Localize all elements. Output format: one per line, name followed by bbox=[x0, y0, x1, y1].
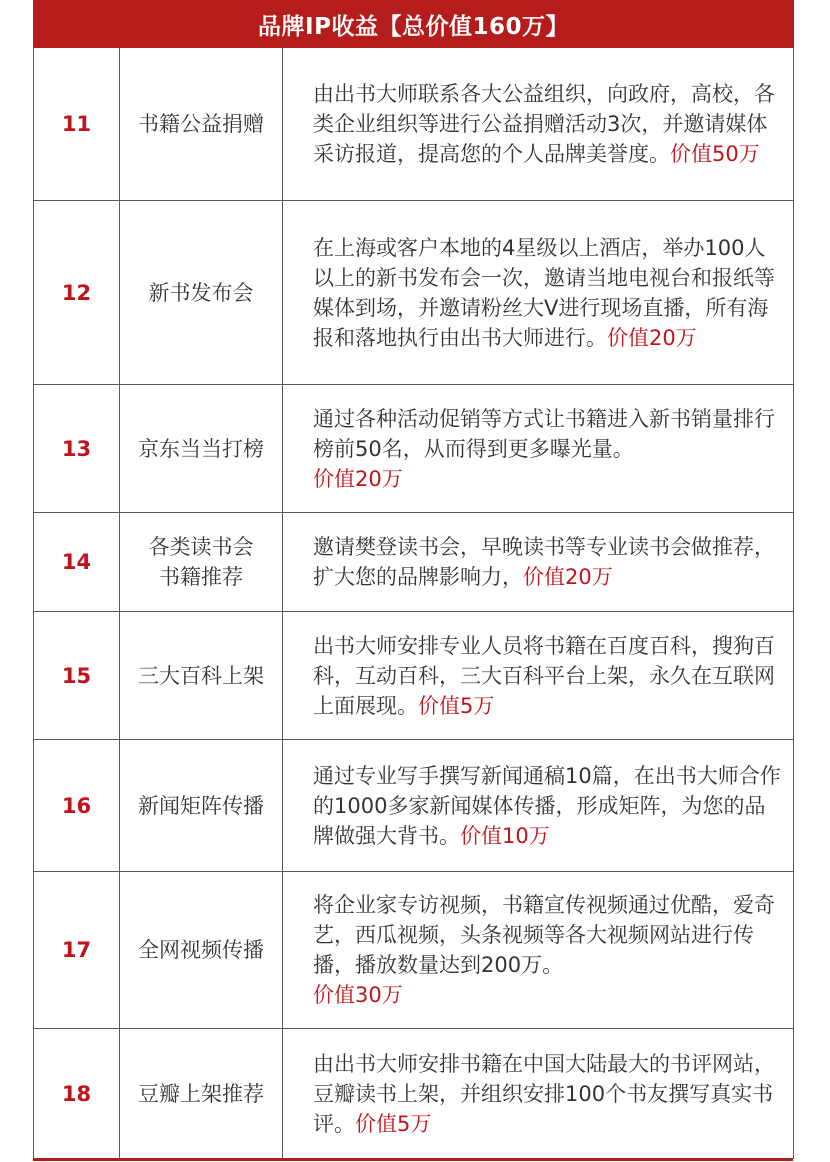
row-description bbox=[283, 48, 794, 201]
table-row bbox=[34, 201, 794, 385]
row-description bbox=[283, 385, 794, 513]
table-row bbox=[34, 385, 794, 513]
row-item-name: 新闻矩阵传播 bbox=[120, 740, 283, 872]
row-item-name: 三大百科上架 bbox=[120, 612, 283, 740]
description-text: 将企业家专访视频，书籍宣传视频通过优酷，爱奇艺，西瓜视频，头条视频等各大视频网站进行传播，播放数量达到200万。 bbox=[313, 893, 775, 977]
row-number: 18 bbox=[34, 1029, 120, 1159]
row-number: 13 bbox=[34, 385, 120, 513]
row-description bbox=[283, 872, 794, 1029]
table-row bbox=[34, 872, 794, 1029]
table-header-row bbox=[34, 1, 794, 48]
table-title: 品牌IP收益【总价值160万】 bbox=[34, 1, 794, 48]
row-number: 14 bbox=[34, 513, 120, 612]
bottom-divider bbox=[33, 1158, 793, 1161]
value-text: 价值5万 bbox=[418, 693, 495, 718]
row-item-name: 豆瓣上架推荐 bbox=[120, 1029, 283, 1159]
row-number: 16 bbox=[34, 740, 120, 872]
table-row bbox=[34, 48, 794, 201]
row-description bbox=[283, 513, 794, 612]
description-text: 通过各种活动促销等方式让书籍进入新书销量排行榜前50名，从而得到更多曝光量。 bbox=[313, 406, 775, 461]
value-text: 价值20万 bbox=[607, 325, 697, 350]
row-description bbox=[283, 740, 794, 872]
row-item-name: 各类读书会书籍推荐 bbox=[120, 513, 283, 612]
table-row bbox=[34, 612, 794, 740]
benefits-table bbox=[33, 0, 794, 1159]
row-number: 15 bbox=[34, 612, 120, 740]
row-item-name: 京东当当打榜 bbox=[120, 385, 283, 513]
row-number: 12 bbox=[34, 201, 120, 385]
value-text: 价值50万 bbox=[670, 142, 760, 166]
row-number: 17 bbox=[34, 872, 120, 1029]
table-row bbox=[34, 1029, 794, 1159]
row-item-name: 书籍公益捐赠 bbox=[120, 48, 283, 201]
description-text: 由出书大师安排书籍在中国大陆最大的书评网站，豆瓣读书上架，并组织安排100个书友撰写真实书评。 bbox=[313, 1051, 775, 1136]
value-text: 价值20万 bbox=[313, 466, 403, 491]
table-row bbox=[34, 740, 794, 872]
description-text: 邀请樊登读书会，早晚读书等专业读书会做推荐，扩大您的品牌影响力， bbox=[313, 535, 775, 589]
value-text: 价值5万 bbox=[355, 1111, 432, 1136]
row-description bbox=[283, 612, 794, 740]
value-text: 价值30万 bbox=[313, 983, 403, 1007]
row-item-name: 新书发布会 bbox=[120, 201, 283, 385]
description-text: 由出书大师联系各大公益组织，向政府，高校，各类企业组织等进行公益捐赠活动3次，并邀请媒体采访报道，提高您的个人品牌美誉度。 bbox=[313, 82, 775, 166]
row-description bbox=[283, 201, 794, 385]
row-number: 11 bbox=[34, 48, 120, 201]
row-item-name: 全网视频传播 bbox=[120, 872, 283, 1029]
description-text: 通过专业写手撰写新闻通稿10篇，在出书大师合作的1000多家新闻媒体传播，形成矩阵，为您的品牌做强大背书。 bbox=[313, 763, 781, 848]
description-text: 在上海或客户本地的4星级以上酒店，举办100人以上的新书发布会一次，邀请当地电视台和报纸等媒体到场，并邀请粉丝大V进行现场直播，所有海报和落地执行由出书大师进行。 bbox=[313, 235, 775, 350]
value-text: 价值10万 bbox=[460, 823, 550, 848]
table-row bbox=[34, 513, 794, 612]
row-description bbox=[283, 1029, 794, 1159]
value-text: 价值20万 bbox=[523, 565, 613, 589]
description-text: 出书大师安排专业人员将书籍在百度百科，搜狗百科，互动百科，三大百科平台上架，永久在互联网上面展现。 bbox=[313, 633, 775, 718]
